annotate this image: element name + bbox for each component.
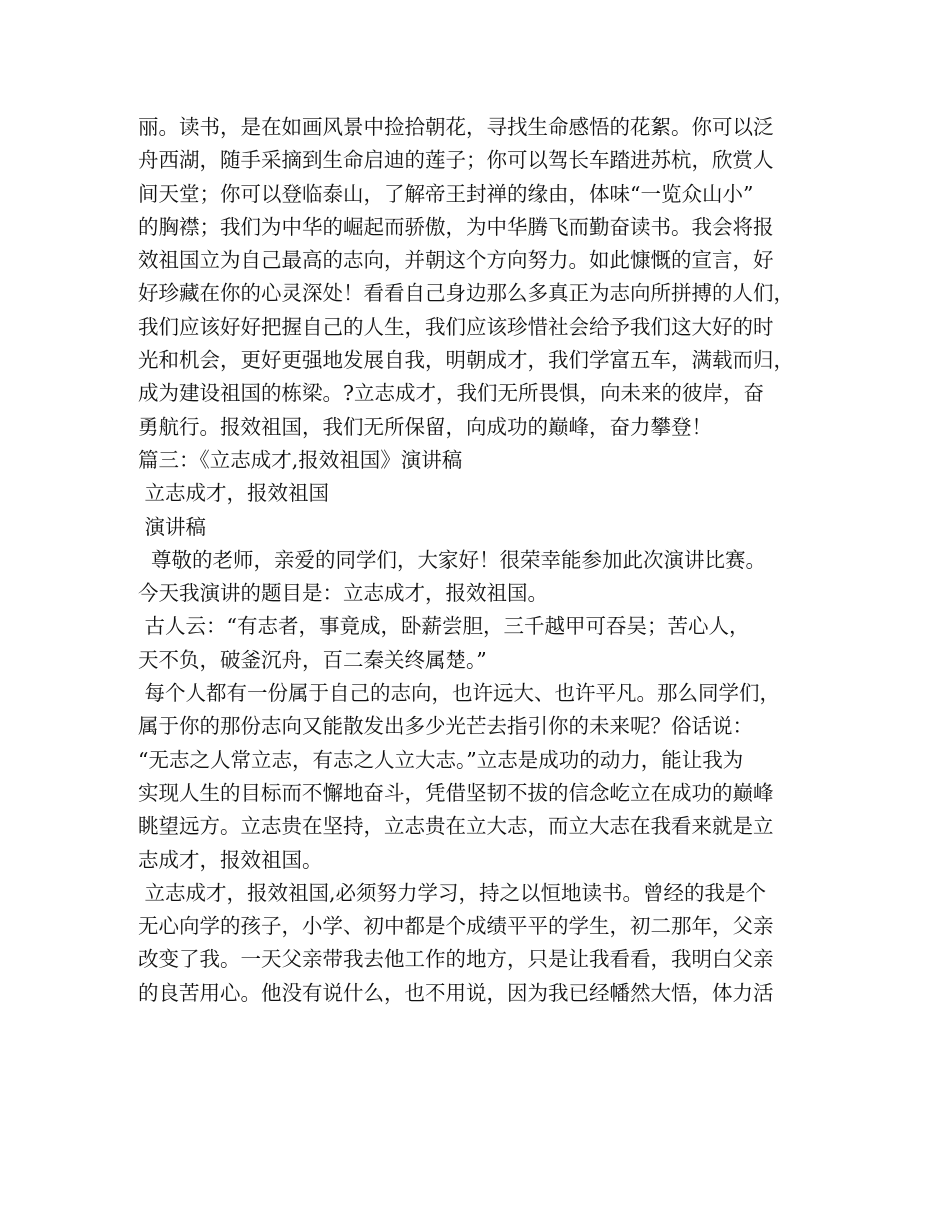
text-line: 今天我演讲的题目是：立志成才，报效祖国。 [138,581,548,606]
text-line: 无心向学的孩子，小学、初中都是个成绩平平的学生，初二那年，父亲 [138,914,774,939]
text-line: 眺望远方。立志贵在坚持，立志贵在立大志，而立大志在我看来就是立 [138,814,774,839]
text-line: 尊敬的老师，亲爱的同学们，大家好！很荣幸能参加此次演讲比赛。 [138,547,767,572]
text-line: 成为建设祖国的栋梁。?立志成才，我们无所畏惧，向未来的彼岸，奋 [138,381,764,406]
speech-title: 立志成才，报效祖国 [138,481,330,506]
text-line: 丽。读书，是在如画风景中捡拾朝花，寻找生命感悟的花絮。你可以泛 [138,115,774,139]
text-line: 光和机会，更好更强地发展自我，明朝成才，我们学富五车，满载而归， [138,348,794,373]
text-line: 每个人都有一份属于自己的志向，也许远大、也许平凡。那么同学们， [138,681,781,706]
text-line: 改变了我。一天父亲带我去他工作的地方，只是让我看看，我明白父亲 [138,947,774,972]
text-line: 我们应该好好把握自己的人生，我们应该珍惜社会给予我们这大好的时 [138,314,774,339]
text-line: 效祖国立为自己最高的志向，并朝这个方向努力。如此慷慨的宣言，好 [138,248,774,273]
text-line: 好珍藏在你的心灵深处！看看自己身边那么多真正为志向所拼搏的人们， [138,281,794,306]
text-line: 间天堂；你可以登临泰山，了解帝王封禅的缘由，体味“一览众山小” [138,181,754,206]
text-line: 古人云：“有志者，事竟成，卧薪尝胆，三千越甲可吞吴；苦心人， [138,614,750,639]
text-line: 的良苦用心。他没有说什么，也不用说，因为我已经幡然大悟，体力活 [138,980,774,1005]
speech-subtitle: 演讲稿 [138,514,207,539]
text-line: 勇航行。报效祖国，我们无所保留，向成功的巅峰，奋力攀登！ [138,414,712,439]
text-line: “无志之人常立志，有志之人立大志。”立志是成功的动力，能让我为 [138,747,744,772]
section-heading: 篇三：《立志成才,报效祖国》演讲稿 [138,447,463,472]
document-body [138,111,828,1010]
text-line: 志成才，报效祖国。 [138,847,323,872]
text-line: 舟西湖，随手采摘到生命启迪的莲子；你可以驾长车踏进苏杭，欣赏人 [138,148,774,173]
text-line: 实现人生的目标而不懈地奋斗，凭借坚韧不拔的信念屹立在成功的巅峰 [138,780,774,805]
text-line: 天不负，破釜沉舟，百二秦关终属楚。” [138,647,487,672]
text-line: 属于你的那份志向又能散发出多少光芒去指引你的未来呢？俗话说： [138,714,753,739]
text-line: 的胸襟；我们为中华的崛起而骄傲，为中华腾飞而勤奋读书。我会将报 [138,214,774,239]
text-line: 立志成才，报效祖国,必须努力学习，持之以恒地读书。曾经的我是个 [138,880,767,905]
